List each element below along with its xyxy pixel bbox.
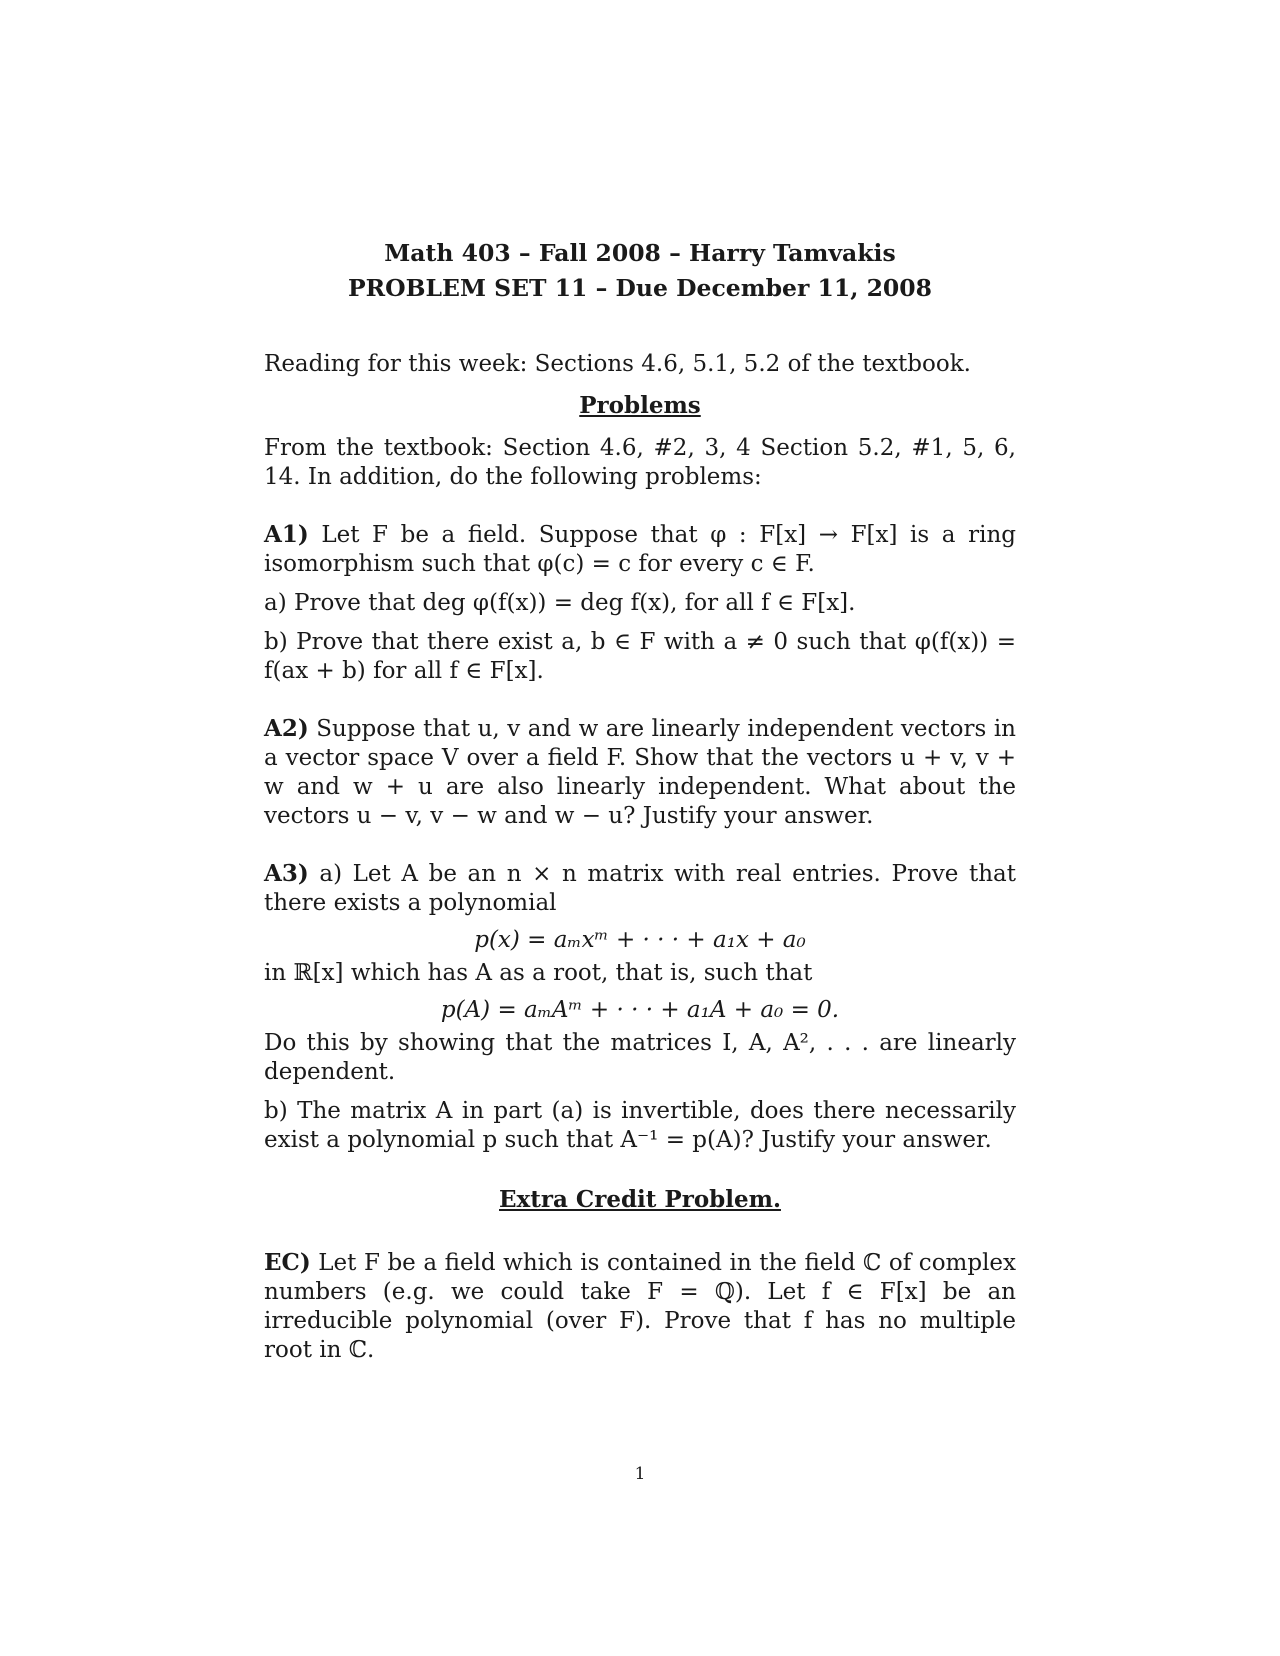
problem-a1 bbox=[264, 520, 1016, 686]
textbook-problems: From the textbook: Section 4.6, #2, 3, 4 Section 5.2, #1, 5, 6, 14. In addition, do the following problems: bbox=[264, 435, 1016, 490]
course-title: Math 403 – Fall 2008 – Harry Tamvakis bbox=[384, 239, 896, 267]
reading-assignment: Reading for this week: Sections 4.6, 5.1, 5.2 of the textbook. bbox=[264, 351, 971, 377]
problem-a1-statement bbox=[264, 520, 1016, 579]
problem-ec bbox=[264, 1248, 1016, 1365]
problem-a2-statement bbox=[264, 714, 1016, 831]
page-content bbox=[264, 236, 1016, 1365]
problems-heading: Problems bbox=[579, 392, 701, 419]
page-number: 1 bbox=[634, 1464, 646, 1484]
problem-a1-label: A1) bbox=[264, 521, 309, 548]
matrix-polynomial-equation: p(A) = aₘAᵐ + · · · + a₁A + a₀ = 0. bbox=[440, 997, 840, 1023]
problem-ec-label: EC) bbox=[264, 1249, 311, 1276]
problem-a1-part-b: b) Prove that there exist a, b ∈ F with a ≠ 0 such that φ(f(x)) = f(ax + b) for all f ∈ F[x]. bbox=[264, 629, 1016, 684]
extra-credit-heading: Extra Credit Problem. bbox=[499, 1186, 781, 1213]
problem-a3-text: a) Let A be an n × n matrix with real entries. Prove that there exists a polynomial bbox=[264, 861, 1017, 916]
problem-ec-statement bbox=[264, 1248, 1016, 1365]
problem-a3-text-3: Do this by showing that the matrices I, A, A², . . . are linearly dependent. bbox=[264, 1030, 1016, 1085]
problem-a1-text: Let F be a field. Suppose that φ : F[x] → F[x] is a ring isomorphism such that φ(c) = c for every c ∈ F. bbox=[264, 522, 1016, 577]
problem-a3-statement bbox=[264, 859, 1016, 918]
problem-a3-part-b: b) The matrix A in part (a) is invertible, does there necessarily exist a polynomial p such that A⁻¹ = p(A)? Justify your answer. bbox=[264, 1098, 1016, 1153]
problem-a3 bbox=[264, 859, 1016, 1155]
problem-a3-label: A3) bbox=[264, 860, 309, 887]
problem-a3-text-2: in ℝ[x] which has A as a root, that is, such that bbox=[264, 960, 813, 986]
problem-ec-text: Let F be a field which is contained in the field ℂ of complex numbers (e.g. we could take F = ℚ). Let f ∈ F[x] be an irreducible polynomial (over F). Prove that f has no multiple root in ℂ. bbox=[264, 1250, 1017, 1363]
polynomial-equation: p(x) = aₘxᵐ + · · · + a₁x + a₀ bbox=[474, 927, 806, 953]
document-header bbox=[264, 236, 1016, 306]
problem-a2-label: A2) bbox=[264, 715, 309, 742]
problem-a2 bbox=[264, 714, 1016, 831]
problem-a1-part-a: a) Prove that deg φ(f(x)) = deg f(x), for all f ∈ F[x]. bbox=[264, 590, 856, 616]
problem-set-title: PROBLEM SET 11 – Due December 11, 2008 bbox=[347, 274, 932, 302]
problem-a2-text: Suppose that u, v and w are linearly independent vectors in a vector space V over a field F. Show that the vectors u + v, v + w and w + u are also linearly independent. What about the vectors u − v, v − w and w − u? Justify your answer. bbox=[264, 716, 1016, 829]
